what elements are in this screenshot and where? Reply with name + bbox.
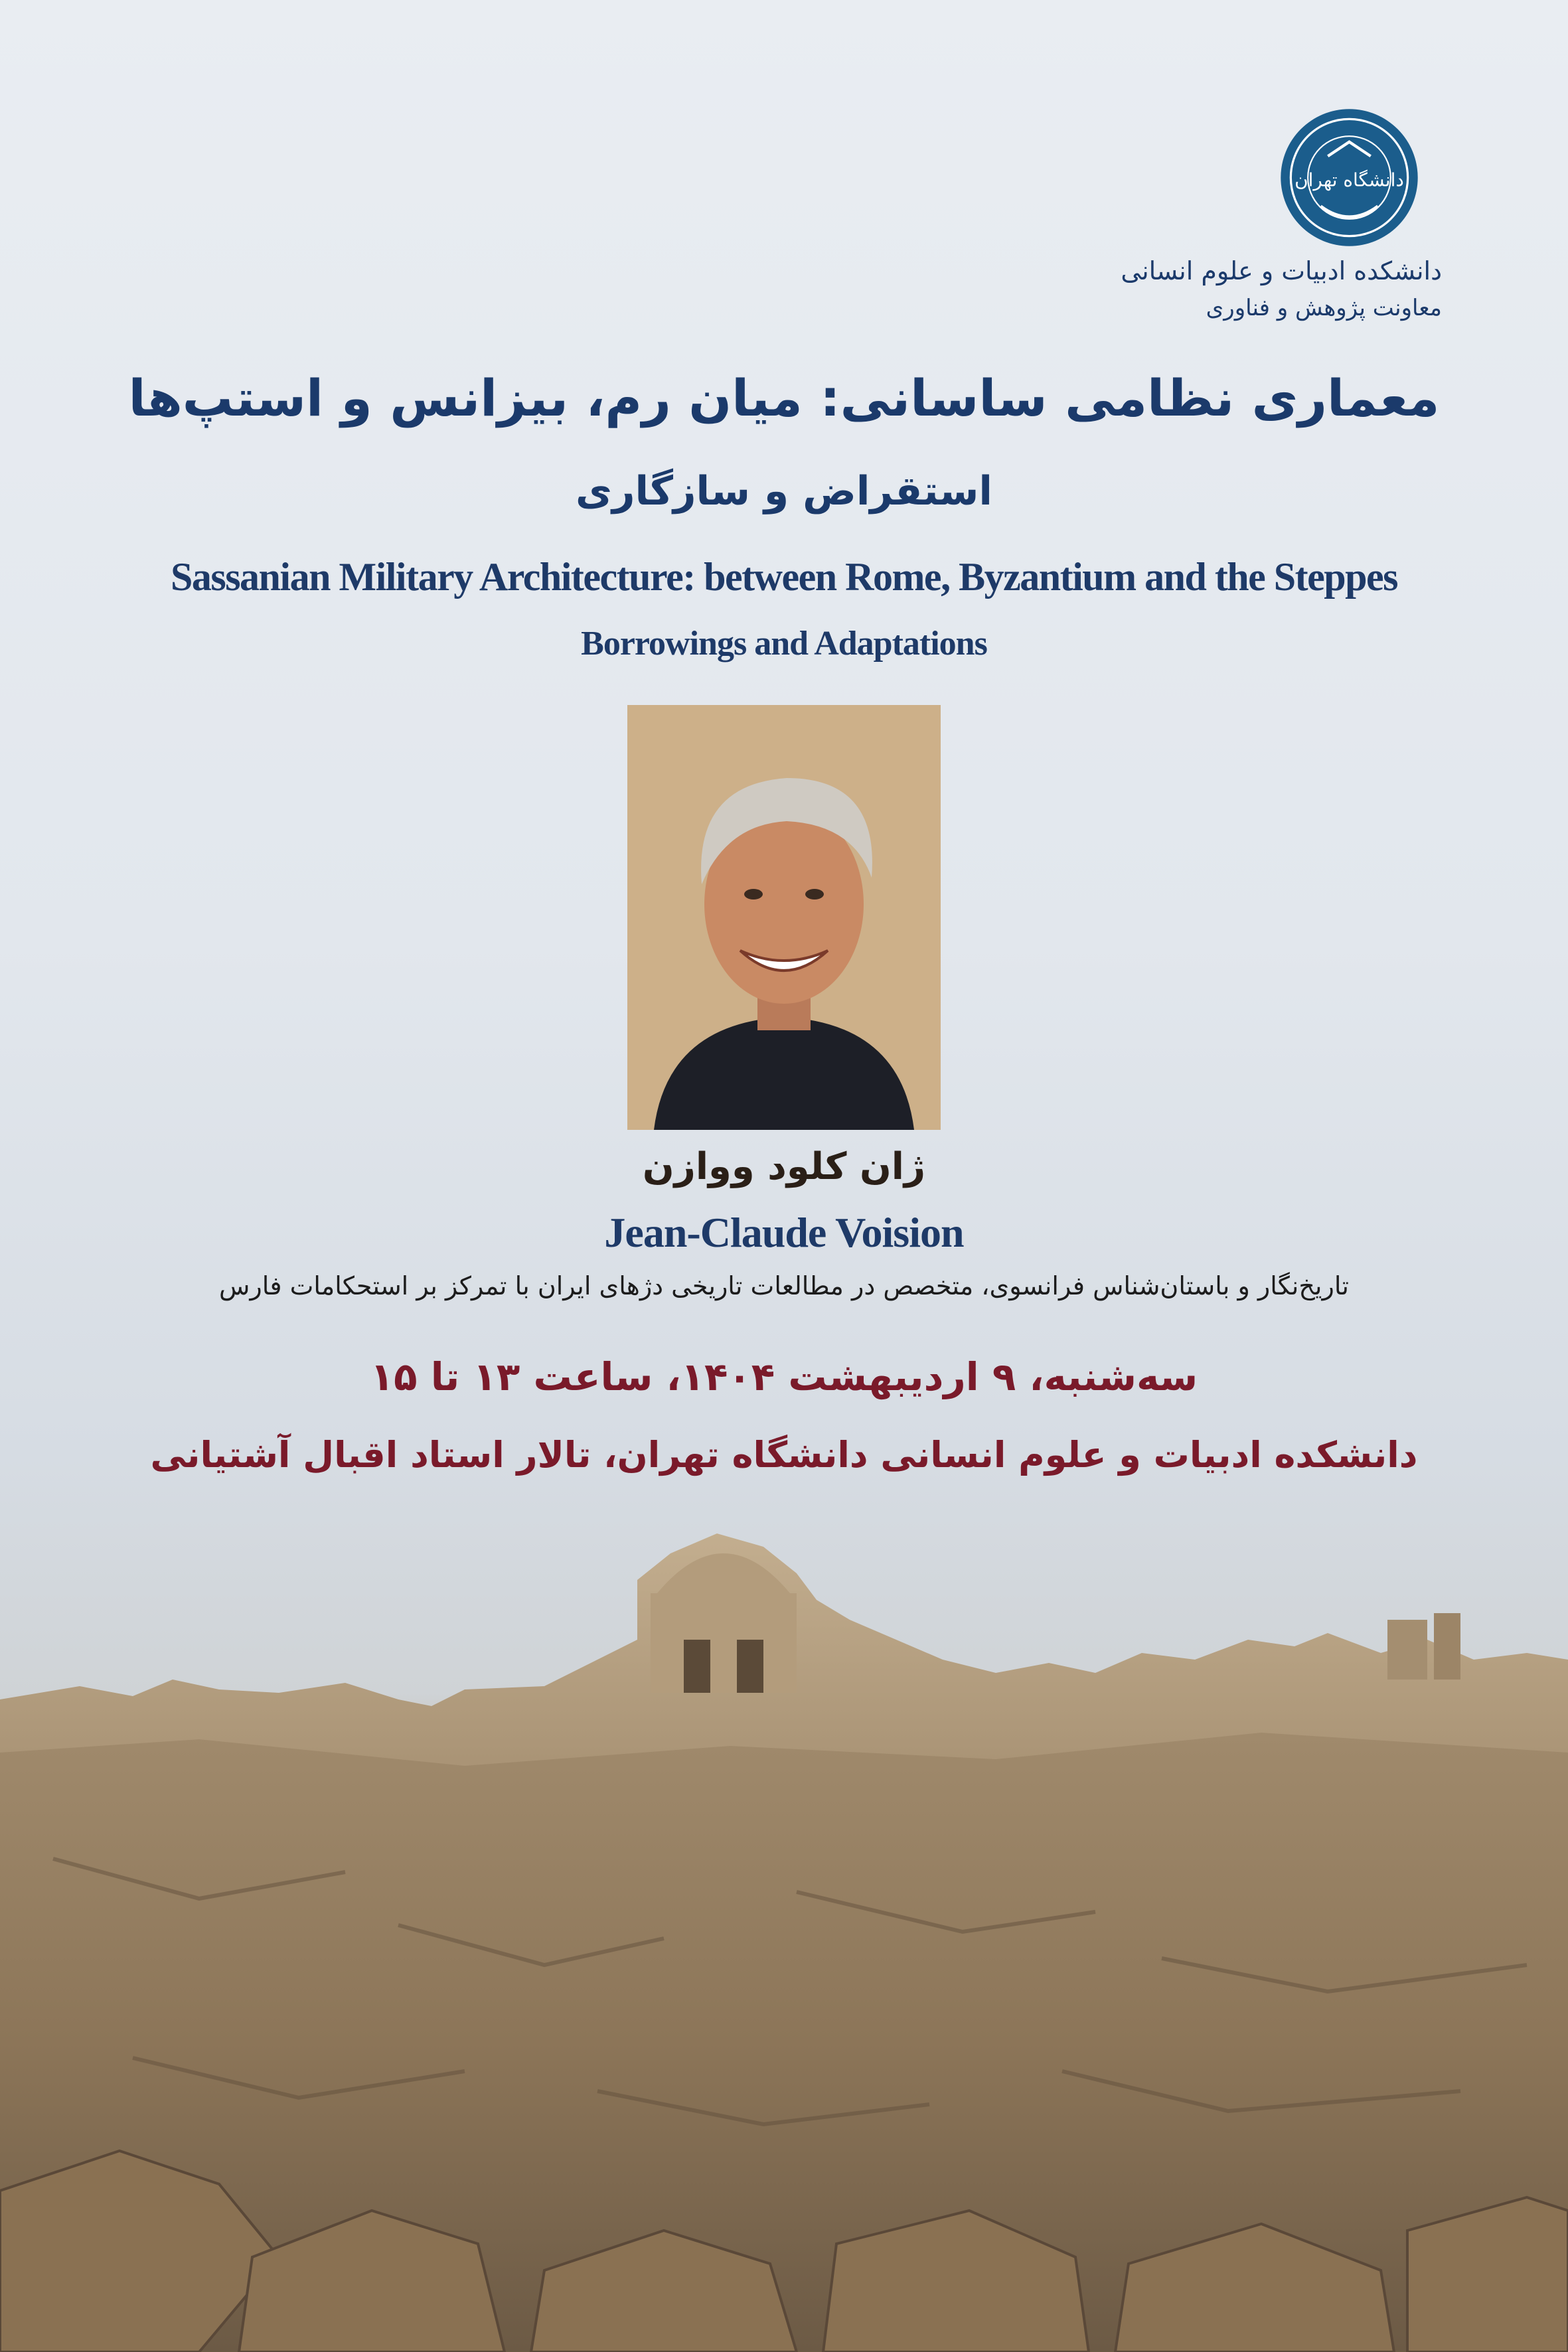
subtitle-english: Borrowings and Adaptations [581, 625, 987, 663]
speaker-name-persian: ژان کلود ووازن [642, 1145, 926, 1188]
speaker-portrait-image [627, 705, 941, 1130]
speaker-bio: تاریخ‌نگار و باستان‌شناس فرانسوی، متخصص در مطالعات تاریخی دژهای ایران با تمرکز بر استحکامات فارس [219, 1271, 1349, 1300]
title-english: Sassanian Military Architecture: between Rome, Byzantium and the Steppes [170, 555, 1398, 599]
faculty-line: دانشکده ادبیات و علوم انسانی [1121, 256, 1442, 285]
speaker-name-english: Jean-Claude Voision [604, 1209, 964, 1256]
seal-text: دانشگاه تهران [1294, 169, 1404, 191]
event-venue: دانشکده ادبیات و علوم انسانی دانشگاه تهران، تالار استاد اقبال آشتیانی [150, 1434, 1418, 1476]
subtitle-persian: استقراض و سازگاری [576, 468, 992, 514]
speaker-photo [627, 705, 941, 1130]
office-line: معاونت پژوهش و فناوری [1206, 295, 1442, 321]
title-persian: معماری نظامی ساسانی: میان رم، بیزانس و استپ‌ها [128, 368, 1440, 428]
university-seal-icon [1278, 106, 1421, 249]
university-logo [1121, 106, 1442, 327]
event-date: سه‌شنبه، ۹ اردیبهشت ۱۴۰۴، ساعت ۱۳ تا ۱۵ [370, 1354, 1198, 1399]
